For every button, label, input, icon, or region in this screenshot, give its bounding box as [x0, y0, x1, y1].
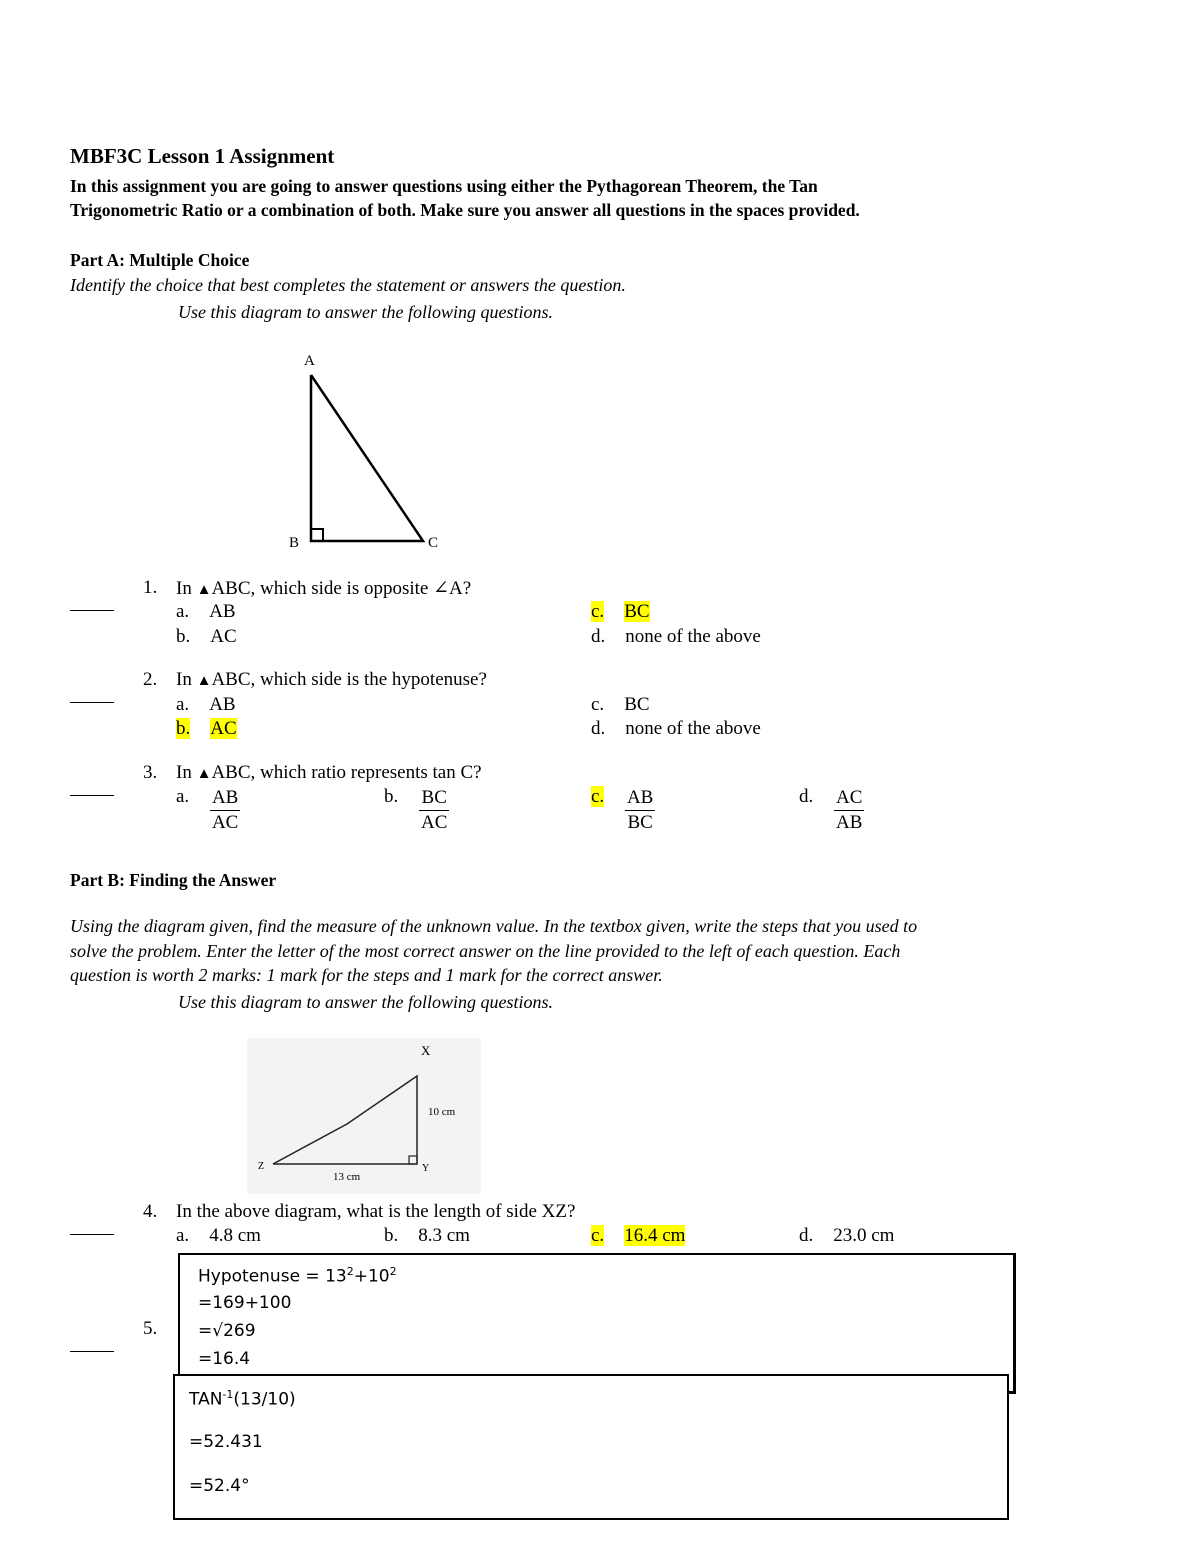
page-title: MBF3C Lesson 1 Assignment — [70, 144, 335, 168]
q2-number: 2. — [143, 669, 158, 690]
box1-line-3: =√269 — [198, 1321, 256, 1341]
triangle-icon: ▲ — [196, 673, 212, 689]
q4-option-b[interactable]: b. 8.3 cm — [384, 1225, 470, 1246]
triangle-icon: ▲ — [196, 582, 212, 598]
q1-option-d[interactable]: d. none of the above — [591, 626, 761, 647]
q4-number: 4. — [143, 1201, 158, 1222]
q2-option-b[interactable]: b. AC — [176, 718, 237, 739]
part-a-diagram-note: Use this diagram to answer the following questions. — [178, 302, 554, 322]
answer-line-q3[interactable] — [70, 781, 114, 800]
part-a-instruction: Identify the choice that best completes the statement or answers the question. — [70, 275, 626, 295]
q4-option-a[interactable]: a. 4.8 cm — [176, 1225, 261, 1246]
q2-option-d[interactable]: d. none of the above — [591, 718, 761, 739]
vertex-label-b: B — [289, 535, 300, 551]
box1-line-2: =169+100 — [198, 1293, 292, 1313]
q3-option-b[interactable]: b. $\frac{BC}{AC}$ — [384, 786, 448, 833]
box2-line-2: =52.431 — [189, 1432, 263, 1452]
box1-line-1: Hypotenuse = $13^2+10^2$ — [198, 1265, 397, 1287]
vertex-label-x: X — [421, 1043, 431, 1058]
part-b-heading: Part B: Finding the Answer — [70, 870, 277, 890]
q2-text: In ▲ABC, which side is the hypotenuse? — [176, 669, 487, 690]
answer-line-q1[interactable] — [70, 596, 114, 615]
vertex-label-y: Y — [422, 1163, 430, 1174]
q1-option-b[interactable]: b. AC — [176, 626, 237, 647]
q1-number: 1. — [143, 577, 158, 598]
part-a-heading: Part A: Multiple Choice — [70, 250, 250, 270]
q1-option-a[interactable]: a. AB — [176, 601, 236, 622]
triangle-icon: ▲ — [196, 766, 212, 782]
vertex-label-a: A — [304, 353, 315, 369]
answer-line-q4[interactable] — [70, 1220, 114, 1239]
box2-line-3: =52.4° — [189, 1476, 250, 1496]
triangle-xyz-diagram — [247, 1038, 481, 1194]
triangle-abc-shape — [311, 375, 423, 541]
right-angle-marker — [311, 529, 323, 541]
q2-option-c[interactable]: c. BC — [591, 694, 650, 715]
q3-text: In ▲ABC, which ratio represents tan C? — [176, 762, 482, 783]
side-label-xy: 10 cm — [428, 1106, 456, 1118]
q3-option-d[interactable]: d. $\frac{AC}{AB}$ — [799, 786, 863, 833]
q3-option-a[interactable]: a. $\frac{AB}{AC}$ — [176, 786, 239, 833]
answer-line-q2[interactable] — [70, 688, 114, 707]
part-b-instruction-3: question is worth 2 marks: 1 mark for the steps and 1 mark for the correct answer. — [70, 965, 663, 985]
part-b-diagram-note: Use this diagram to answer the following questions. — [178, 992, 554, 1012]
q1-text: In ▲ABC, which side is opposite ∠A? — [176, 578, 472, 599]
intro-line-2: Trigonometric Ratio or a combination of both. Make sure you answer all questions in the spaces provided. — [70, 200, 860, 220]
q2-option-a[interactable]: a. AB — [176, 694, 236, 715]
answer-line-q5[interactable] — [70, 1337, 114, 1356]
q3-number: 3. — [143, 762, 158, 783]
steps-textbox-q4[interactable] — [178, 1253, 1016, 1394]
intro-line-1: In this assignment you are going to answer questions using either the Pythagorean Theorem, the Tan — [70, 176, 818, 196]
triangle-abc-diagram — [270, 345, 450, 555]
q5-number: 5. — [143, 1318, 158, 1339]
part-b-instruction-2: solve the problem. Enter the letter of the most correct answer on the line provided to the left of each question. Each — [70, 941, 901, 961]
q4-option-c[interactable]: c. 16.4 cm — [591, 1225, 686, 1246]
vertex-label-c: C — [428, 535, 439, 551]
q4-option-d[interactable]: d. 23.0 cm — [799, 1225, 895, 1246]
q1-option-c[interactable]: c. BC — [591, 601, 650, 622]
steps-textbox-q5[interactable] — [173, 1374, 1009, 1520]
box1-line-4: =16.4 — [198, 1349, 251, 1369]
q3-option-c[interactable]: c. $\frac{AB}{BC}$ — [591, 786, 654, 833]
vertex-label-z: Z — [258, 1161, 265, 1172]
box2-line-1: $TAN^{-1}(13/10)$ — [189, 1388, 296, 1410]
q4-text: In the above diagram, what is the length of side XZ? — [176, 1201, 576, 1222]
side-label-zy: 13 cm — [333, 1171, 361, 1183]
part-b-instruction-1: Using the diagram given, find the measure of the unknown value. In the textbox given, write the steps that you used to — [70, 916, 918, 936]
